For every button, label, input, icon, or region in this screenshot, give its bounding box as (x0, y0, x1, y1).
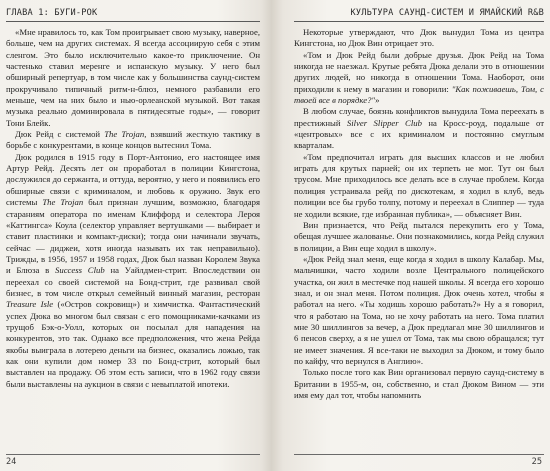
page-number-right: 25 (531, 457, 542, 467)
paragraph (294, 220, 544, 254)
text-run: на Уайлдмен-стрит. Впоследствии он переехал со своей системой на Бонд-стрит, где развивал свой бизнес, в том числе открыл семейный винный магазин, ресторан (6, 265, 260, 298)
text-run: «Том предпочитал играть для высших классов и не любил играть для крутых парней; он их терпеть не мог. Тут он был трусом. Мне приходилось все делать все в случае проблем. Когда полиция устраивала рейд по дискотекам, я ходил в клуб, ведь полиции все бы грубо толпу, потому и переехал в Слиппер — туда не ходили всякие, где избранная публика», — объясняет Вин. (294, 151, 544, 219)
italic-text-run: The Trojan (42, 197, 84, 208)
italic-text-run: Treasure Isle (6, 299, 54, 310)
text-run: был признан лучшим, возможно, благодаря стараниям оператора по именам Клиффорд и селектора Лероя «Каттингса» Коула (селектор управляет вертушками — выбирает и ставит пластинки и компакт-диски); тогда они начинали звучать, сейчас — диджеи, хотя иногда называть их так неправильно). Трижды, в 1956, 1957 и 1958 годах, Дюк был назван Королем Звука и Блюза в (6, 197, 260, 276)
paragraph (294, 27, 544, 50)
text-run: » (375, 95, 380, 106)
footer-rule-left (6, 454, 260, 455)
text-run: Вин признается, что Рейд пытался перекупить его у Тома, обещая лучшее жалованье. Они познакомились, когда Рейд служил в полиции, а Вин еще ходил в школу». (294, 219, 544, 253)
page-number-left: 24 (6, 457, 17, 467)
italic-text-run: Silver Slipper Club (346, 117, 422, 128)
paragraph (294, 254, 544, 367)
left-page (0, 0, 272, 471)
right-page-body (294, 27, 544, 401)
italic-text-run: The Trojan (104, 129, 145, 140)
text-run: «Дюк Рейд знал меня, еще когда я ходил в школу Калабар. Мы, мальчишки, часто ходили возле Центрального полицейского участка, он жил в местечке под нашей школы. Я всегда его хорошо знал, и он знал меня. Потом полиция. Дюк очень хотел, чтобы я работал на него. «Ты ходишь хорошо работать?» Ну а я говорил, что я работаю на Тома, но не хочу работать на него. Тома платил мне 30 шиллингов за вечер, а Дюк предлагал мне 30 шиллингов и 6 пенсов сверху, а я не ушел от Тома, так мы свою обращался; тут не имеет значения. Я все-таки не выходил за Дюком, и тому было по кайфу, что вернулся в Англию». (294, 253, 544, 366)
text-run: В любом случае, боязнь конфликтов вынудила Тома переехать в престижный (294, 106, 544, 128)
text-run: Дюк родился в 1915 году в Порт-Антонио, его настоящее имя Артур Рейд. Десять лет он проработал в полиции Кингстона, дослужился до сержанта, и оттуда, вероятно, у него и появились его обширные связи с криминалом, и любовь к оружию. Звук его системы (6, 151, 260, 208)
left-page-body (6, 27, 260, 390)
text-run: Только после того как Вин организовал первую саунд-систему в Британии в 1955-м, он, собственно, и стал Дюком Вином — эти имя ему дал тот, чтобы напомнить (294, 367, 544, 400)
text-run: «Том и Дюк Рейд были добрые друзья. Дюк Рейд на Тома никогда не наезжал. Крутые ребята Дюка делали это в отношении других людей, но никогда в отношении Тома. Наоборот, они приходили к нему в магазин и говорили: (294, 49, 544, 94)
italic-text-run: Success Club (55, 265, 105, 276)
right-page (272, 0, 550, 471)
paragraph (294, 367, 544, 401)
text-run: («Остров сокровищ») и химчистка. Фантастический успех Дюка во многом был связан с его помощниками-качками из трущоб Бэк-о-Уолл, которых он посылал для нападения на конкурентов, это так. Однако все предположения, что жена Рейда якобы выиграла в лотерею деньги на бизнес, оказались ложью, так как они купили дом номер 33 по Бонд-стрит, который был выставлен на продажу. Об этом есть записи, что в 1962 году связи были выставлены на аукцион в связи с невыплатой ипотеки. (6, 299, 260, 389)
footer-rule-right (294, 454, 544, 455)
paragraph (294, 50, 544, 107)
text-run: Дюк Рейд с системой (15, 129, 105, 140)
paragraph (6, 27, 260, 129)
text-run: «Мне нравилось то, как Том проигрывает свою музыку, наверное, больше, чем на других системах. Я всегда ассоциирую себя с этим сленгом. Это было исключительно какое-то приключение. Он частенько ставил меренге и испанскую музыку. У него был обширный репертуар, в том числе как у большинства саунд-систем прокручивало типичный ритм-н-блюз, немного разбавили его меньше, чем на них было и нью-орлеанской музыкой. Вот такая музыка реально доминировала в пятидесятые годы», — говорит Тони Блейк. (6, 27, 260, 128)
paragraph (294, 106, 544, 151)
paragraph (294, 152, 544, 220)
italic-text-run: "Как поживаешь, Том, с твоей все в порядке?" (294, 83, 544, 106)
paragraph (6, 152, 260, 390)
text-run: на Кросс-роуд, подальше от «центровых» все с их криминалом и постоянно смуглым кварталам. (294, 117, 544, 151)
running-head-right: КУЛЬТУРА САУНД-СИСТЕМ И ЯМАЙСКИЙ R&B (294, 6, 544, 22)
text-run: , взявший жесткую тактику в борьбе с конкурентами, в конце концов вытеснил Тома. (6, 129, 260, 151)
paragraph (6, 129, 260, 152)
text-run: Некоторые утверждают, что Дюк вынудил Тома из центра Кингстона, но Дюк Вин отрицает это. (294, 27, 544, 49)
running-head-left: ГЛАВА 1: БУГИ-РОК (6, 6, 260, 22)
